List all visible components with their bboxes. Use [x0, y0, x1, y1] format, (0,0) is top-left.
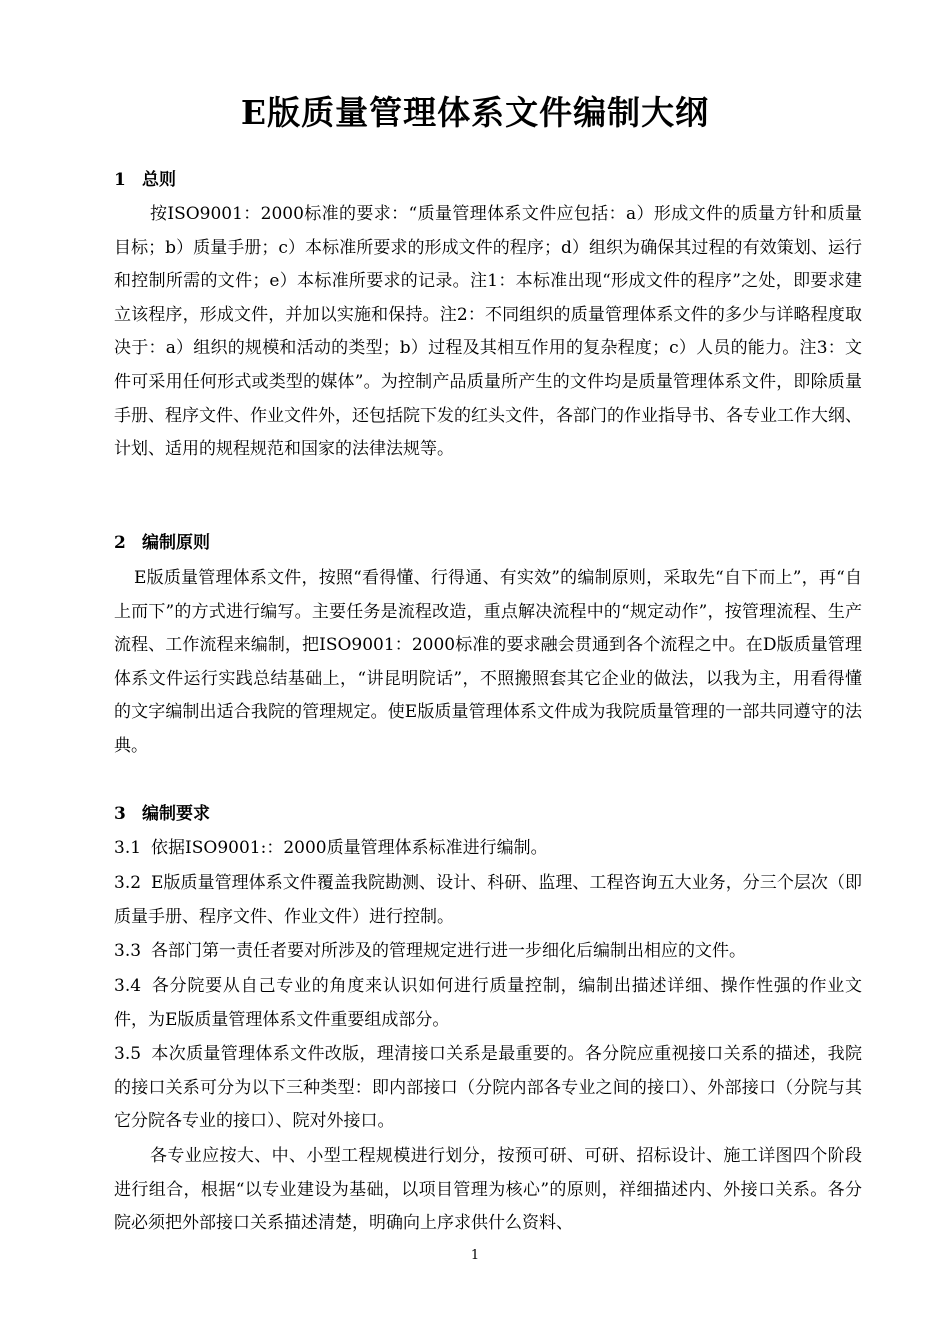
item-text: 各分院要从自己专业的角度来认识如何进行质量控制，编制出描述详细、操作性强的作业文件，为E版质量管理体系文件重要组成部分。	[114, 976, 862, 1030]
page-title: E版质量管理体系文件编制大纲	[240, 93, 710, 132]
section-3-heading	[114, 802, 210, 826]
item-number: 3.5	[114, 1044, 142, 1064]
list-item	[114, 867, 862, 934]
list-item	[114, 970, 862, 1037]
page-number: 1	[470, 1248, 480, 1263]
item-number: 3.2	[114, 873, 142, 893]
item-number: 3.4	[114, 976, 142, 996]
section-title: 编制原则	[142, 533, 210, 553]
section-number: 3	[114, 804, 126, 824]
section-1-paragraph: 按ISO9001：2000标准的要求：“质量管理体系文件应包括：a）形成文件的质量方针和质量目标；b）质量手册；c）本标准所要求的形成文件的程序；d）组织为确保其过程的有效策划、运行和控制所需的文件；e）本标准所要求的记录。注1：本标准出现“形成文件的程序”之处，即要求建立该程序，形成文件，并加以实施和保持。注2：不同组织的质量管理体系文件的多少与详略程度取决于：a）组织的规模和活动的类型；b）过程及其相互作用的复杂程度；c）人员的能力。注3：文件可采用任何形式或类型的媒体”。为控制产品质量所产生的文件均是质量管理体系文件，即除质量手册、程序文件、作业文件外，还包括院下发的红头文件，各部门的作业指导书、各专业工作大纲、计划、适用的规程规范和国家的法律法规等。	[114, 204, 862, 460]
item-text: E版质量管理体系文件覆盖我院勘测、设计、科研、监理、工程咨询五大业务，分三个层次（即质量手册、程序文件、作业文件）进行控制。	[114, 873, 862, 927]
item-text: 本次质量管理体系文件改版，理清接口关系是最重要的。各分院应重视接口关系的描述，我院的接口关系可分为以下三种类型：即内部接口（分院内部各专业之间的接口）、外部接口（分院与其它分院各专业的接口）、院对外接口。	[114, 1044, 862, 1132]
list-item	[114, 832, 862, 866]
item-text: 各部门第一责任者要对所涉及的管理规定进行进一步细化后编制出相应的文件。	[151, 941, 747, 961]
section-2-paragraph: E版质量管理体系文件，按照“看得懂、行得通、有实效”的编制原则，采取先“自下而上”，再“自上而下”的方式进行编写。主要任务是流程改造，重点解决流程中的“规定动作”，按管理流程、生产流程、工作流程来编制，把ISO9001：2000标准的要求融会贯通到各个流程之中。在D版质量管理体系文件运行实践总结基础上，“讲昆明院话”，不照搬照套其它企业的做法，以我为主，用看得懂的文字编制出适合我院的管理规定。使E版质量管理体系文件成为我院质量管理的一部共同遵守的法典。	[114, 568, 862, 756]
list-item	[114, 1038, 862, 1139]
list-item	[114, 935, 862, 969]
section-number: 2	[114, 533, 126, 553]
section-number: 1	[114, 170, 126, 190]
section-title: 编制要求	[142, 804, 210, 824]
item-number: 3.3	[114, 941, 142, 961]
item-number: 3.1	[114, 838, 142, 858]
item-text: 依据ISO9001:：2000质量管理体系标准进行编制。	[151, 838, 548, 858]
section-title: 总则	[142, 170, 176, 190]
section-2-heading	[114, 531, 210, 555]
section-3-closing-paragraph: 各专业应按大、中、小型工程规模进行划分，按预可研、可研、招标设计、施工详图四个阶段进行组合，根据“以专业建设为基础，以项目管理为核心”的原则，祥细描述内、外接口关系。各分院必须把外部接口关系描述清楚，明确向上序求供什么资料、	[114, 1146, 862, 1234]
section-1-heading	[114, 168, 176, 192]
